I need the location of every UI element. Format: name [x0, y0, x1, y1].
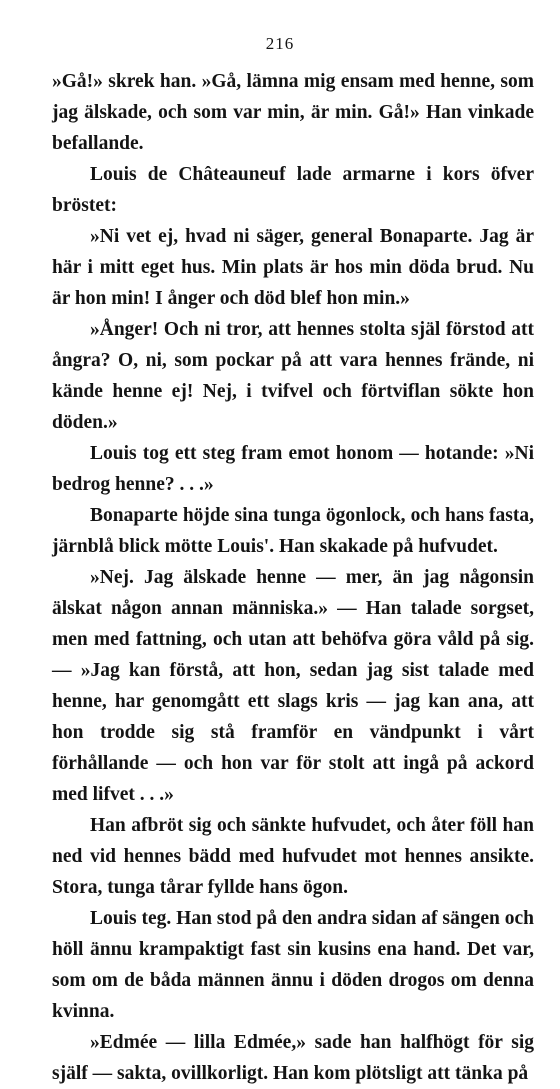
- paragraph: »Gå!» skrek han. »Gå, lämna mig ensam med henne, som jag älskade, och som var min, är min. Gå!» Han vinkade befallande.: [52, 71, 534, 154]
- paragraph: »Ånger! Och ni tror, att hennes stolta själ förstod att ångra? O, ni, som pockar på att vara hennes frände, ni kände henne ej! Nej, i tvifvel och förtviflan sökte hon döden.»: [52, 319, 534, 433]
- paragraph: Bonaparte höjde sina tunga ögonlock, och hans fasta, järnblå blick mötte Louis'. Han skakade på hufvudet.: [52, 505, 534, 557]
- paragraph: »Ni vet ej, hvad ni säger, general Bonaparte. Jag är här i mitt eget hus. Min plats är hos min döda brud. Nu är hon min! I ånger och död blef hon min.»: [52, 226, 534, 309]
- page-number: 216: [265, 34, 295, 53]
- paragraph: Louis de Châteauneuf lade armarne i kors öfver bröstet:: [52, 164, 534, 216]
- paragraph: »Nej. Jag älskade henne — mer, än jag någonsin älskat någon annan människa.» — Han talade sorgset, men med fattning, och utan att behöfva göra våld på sig. — »Jag kan förstå, att hon, sedan jag sist talade med henne, har genomgått ett slags kris — jag kan ana, att hon trodde sig stå framför en vändpunkt i vårt förhållande — och hon var för stolt att ingå på ackord med lifvet . . .»: [52, 567, 534, 805]
- body-text: [52, 66, 534, 1089]
- paragraph: »Edmée — lilla Edmée,» sade han halfhögt för sig själf — sakta, ovillkorligt. Han kom plötsligt att tänka på: [52, 1032, 534, 1084]
- paragraph: Louis teg. Han stod på den andra sidan af sängen och höll ännu krampaktigt fast sin kusins ena hand. Det var, som om de båda männen ännu i döden drogos om denna kvinna.: [52, 908, 534, 1022]
- paragraph: Han afbröt sig och sänkte hufvudet, och åter föll han ned vid hennes bädd med hufvudet mot hennes ansikte. Stora, tunga tårar fyllde hans ögon.: [52, 815, 534, 898]
- paragraph: Louis tog ett steg fram emot honom — hotande: »Ni bedrog henne? . . .»: [52, 443, 534, 495]
